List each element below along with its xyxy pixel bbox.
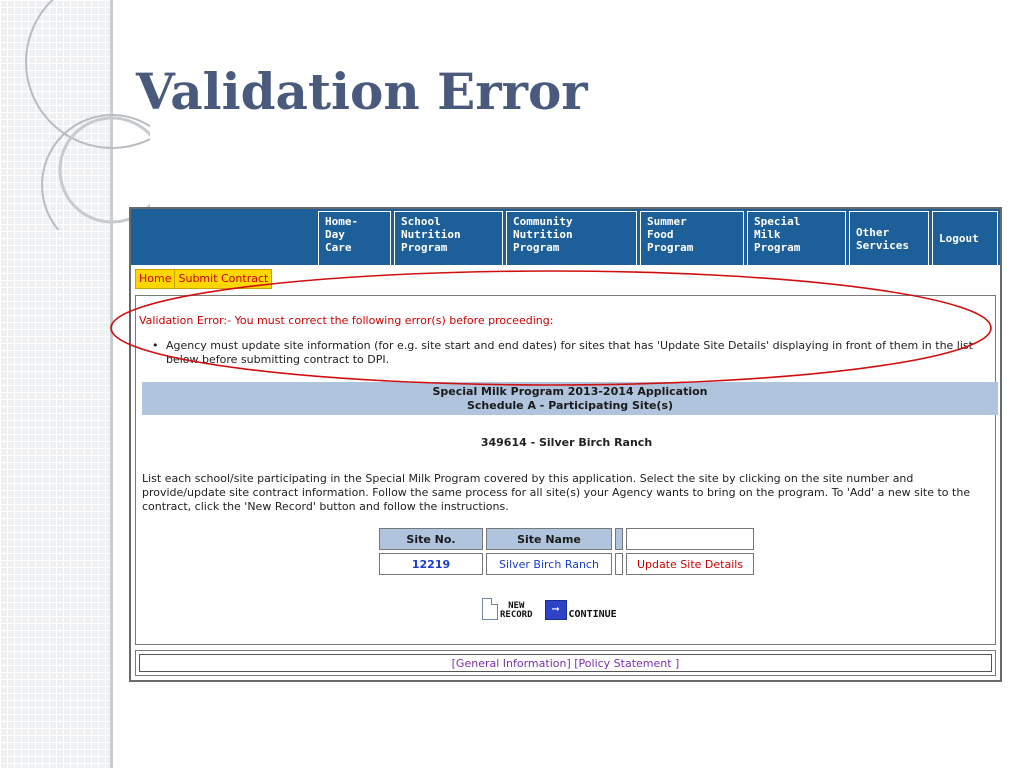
header-blank-cell — [615, 528, 623, 550]
table-header-row — [379, 528, 754, 550]
header-empty-cell — [626, 528, 754, 550]
continue-label: CONTINUE — [568, 609, 617, 620]
continue-button[interactable] — [545, 600, 617, 620]
header-site-name: Site Name — [486, 528, 612, 550]
nav-community-nutrition[interactable]: Community Nutrition Program — [506, 211, 637, 265]
program-banner — [142, 382, 998, 415]
blank-cell — [615, 553, 623, 575]
update-site-details-status: Update Site Details — [626, 553, 754, 575]
new-record-button[interactable] — [482, 598, 533, 620]
breadcrumb-home[interactable]: Home — [136, 270, 175, 288]
nav-home-day-care[interactable]: Home- Day Care — [318, 211, 391, 265]
agency-title: 349614 - Silver Birch Ranch — [480, 436, 653, 449]
new-record-label-line2: RECORD — [500, 610, 533, 620]
nav-school-nutrition[interactable]: School Nutrition Program — [394, 211, 503, 265]
decorative-circles — [0, 0, 150, 230]
validation-error-item: • Agency must update site information (for e.g. site start and end dates) for sites that has 'Update Site Details' displaying in front of them in the list below before submitting contract to DPI. — [166, 339, 986, 367]
general-information-link[interactable]: [General Information] — [451, 657, 571, 670]
policy-statement-link[interactable]: [Policy Statement ] — [574, 657, 680, 670]
action-buttons — [482, 598, 617, 620]
slide-title: Validation Error — [136, 62, 588, 121]
validation-error-title: Validation Error:- You must correct the following error(s) before proceeding: — [139, 314, 554, 327]
continue-arrow-icon: ➞ — [545, 600, 567, 620]
banner-schedule-title: Schedule A - Participating Site(s) — [466, 399, 674, 412]
top-navigation — [131, 209, 1000, 265]
table-row — [379, 553, 754, 575]
site-number-link[interactable]: 12219 — [379, 553, 483, 575]
footer-links — [139, 654, 992, 672]
sites-table — [376, 525, 757, 578]
content-panel — [135, 295, 996, 645]
new-record-label-line1: NEW — [508, 601, 525, 611]
nav-summer-food[interactable]: Summer Food Program — [640, 211, 744, 265]
new-record-label — [500, 602, 533, 620]
footer-links-bar — [135, 650, 996, 676]
breadcrumb-submit-contract[interactable]: Submit Contract — [175, 270, 271, 288]
new-document-icon — [482, 598, 498, 620]
nav-logout[interactable]: Logout — [932, 211, 998, 265]
instructions-text: List each school/site participating in the Special Milk Program covered by this application. Select the site by clicking on the site number and provide/update site contract information. Follow the same process for all site(s) your Agency wants to bring on the program. To 'Add' a new site to the contract, click the 'New Record' button and follow the instructions. — [142, 472, 971, 513]
validation-error-list — [166, 339, 986, 367]
site-name-cell: Silver Birch Ranch — [486, 553, 612, 575]
screenshot-frame — [129, 207, 1002, 682]
banner-program-title: Special Milk Program 2013-2014 Application — [432, 385, 708, 398]
breadcrumb — [135, 269, 272, 289]
header-site-no: Site No. — [379, 528, 483, 550]
nav-special-milk[interactable]: Special Milk Program — [747, 211, 846, 265]
nav-other-services[interactable]: Other Services — [849, 211, 929, 265]
